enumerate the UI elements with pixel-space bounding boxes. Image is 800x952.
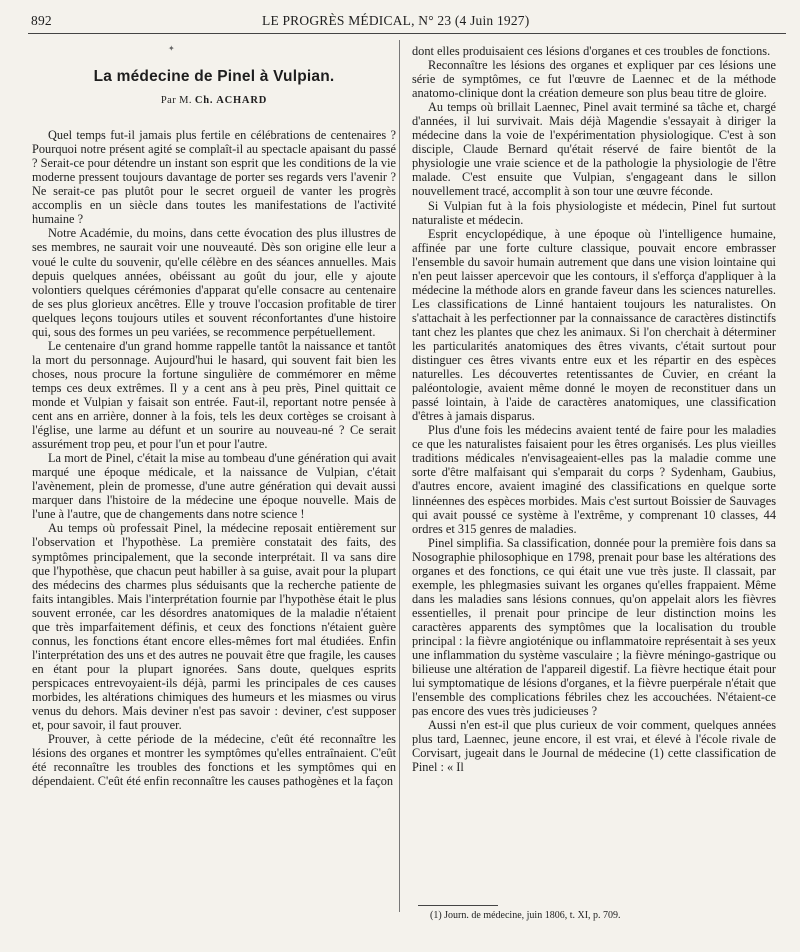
- article-title: La médecine de Pinel à Vulpian.: [93, 68, 335, 85]
- paragraph: Au temps où brillait Laennec, Pinel avait terminé sa tâche et, chargé d'années, il lui survivait. Mais déjà Magendie s'essayait à diriger la médecine dans la voie de l'expérimentation physiologique. C'est à son disciple, Claude Bernard qu'était réservé de faire bientôt de la physiologie une vraie science et de la pathologie la physiologie de l'être malade. C'est ensuite que Vulpian, s'engageant dans le sillon nouvellement tracé, accomplit à son tour une œuvre féconde.: [412, 100, 776, 199]
- paragraph: Prouver, à cette période de la médecine, c'eût été reconnaître les lésions des organes et montrer les symptômes qu'elles entraînaient. C'eût été reconnaître les troubles des fonctions et les symptômes qui en dépendaient. C'eût été enfin reconnaître les causes pathogènes et la façon: [32, 732, 396, 789]
- footnote: (1) Journ. de médecine, juin 1806, t. XI, p. 709.: [430, 910, 621, 921]
- paragraph: Reconnaître les lésions des organes et expliquer par ces lésions une série de symptômes, ce fut l'œuvre de Laennec et de la méthode anatomo-clinique dont la création demeure son plus beau titre de gloire.: [412, 58, 776, 101]
- right-column: [412, 44, 776, 774]
- running-header: [0, 13, 800, 31]
- paragraph: Plus d'une fois les médecins avaient tenté de faire pour les maladies ce que les naturalistes faisaient pour les êtres organisés. Les plus vieilles traditions médicales n'envisageaient-elles pas la maladie comme une sorte d'être malfaisant qui s'emparait du corps ? Sydenham, Gaubius, d'autres encore, avaient imaginé des classifications en quelque sorte linnéennes des espèces morbides. Mais c'est surtout Boissier de Sauvages qui avait poussé ce système à l'extrême, y comprenant 10 classes, 44 ordres et 315 genres de maladies.: [412, 423, 776, 536]
- column-divider: [399, 40, 400, 912]
- page-number: 892: [31, 13, 52, 28]
- header-rule: [28, 33, 786, 34]
- paragraph: Esprit encyclopédique, à une époque où l'intelligence humaine, affinée par une forte culture classique, pouvait encore embrasser l'ensemble du savoir humain autrement que dans une vision lointaine qui n'en peut laisser apercevoir que les contours, il s'efforça d'appliquer à la médecine la méthode alors en grande faveur dans les sciences naturelles. Les classifications de Linné hantaient toujours les naturalistes. On s'attachait à les perfectionner par la connaissance de caractères distinctifs tant chez les plantes que chez les animaux. Si l'on cherchait à déterminer les particularités anatomiques des êtres vivants, c'était surtout pour distinguer ces êtres vivants entre eux et les répartir en des espèces naturelles. Les découvertes retentissantes de Cuvier, en créant la paléontologie, avaient même donné le moyen de reconstituer dans un passé lointain, à l'aide de caractères anatomiques, une classification d'êtres à jamais disparus.: [412, 226, 776, 424]
- byline-prefix: Par M.: [160, 95, 192, 107]
- author-name: Ch. ACHARD: [194, 95, 268, 107]
- paragraph: Notre Académie, du moins, dans cette évocation des plus illustres de ses membres, ne saurait voir une nouveauté. Dès son origine elle leur a voué le culte du souvenir, qu'elle célèbre en des séances annuelles. Mais depuis quelques années, obéissant au goût du jour, elle y ajoute volontiers quelques cérémonies d'apparat qu'elle consacre au centenaire de ses plus glorieux ancêtres. Elle y trouve l'occasion profitable de tirer quelques leçons toujours utiles et souvent réconfortantes d'une histoire qui, sous des formes un peu variées, se recommence perpétuellement.: [32, 226, 396, 339]
- article-byline: [32, 94, 396, 108]
- paragraph: Le centenaire d'un grand homme rappelle tantôt la naissance et tantôt la mort du personnage. Aujourd'hui le hasard, qui souvent fait bien les choses, nous procure la fortune singulière de commémorer en même temps ces deux extrêmes. Il y a cent ans à peu près, Pinel quittait ce monde et Vulpian y faisait son entrée. Faut-il, reportant notre pensée à cent ans en arrière, donner à la fois, tels les deux cortèges se croisant à l'église, une larme au défunt et un sourire au nouveau-né ? Ce serait assurément trop peu, et pour l'un et pour l'autre.: [32, 338, 396, 452]
- paragraph: Si Vulpian fut à la fois physiologiste et médecin, Pinel fut surtout naturaliste et médecin.: [412, 198, 776, 227]
- paragraph: dont elles produisaient ces lésions d'organes et ces troubles de fonctions.: [412, 44, 771, 58]
- paragraph: Pinel simplifia. Sa classification, donnée pour la première fois dans sa Nosographie philosophique en 1798, prenait pour base les altérations des organes et des fonctions, ce qui était une vue très juste. Il classait, par exemple, les phlegmasies suivant les organes qu'elles frappaient. Même dans les maladies sans lésions connues, qu'on appelait alors les fièvres essentielles, il prenait pour principe de leur distinction moins les caractères apparents des symptômes que la localisation du trouble principal : la fièvre angioténique ou inflammatoire représentait à ses yeux une inflammation du système vasculaire ; la fièvre méningo-gastrique ou bilieuse une altération de l'appareil digestif. La fièvre hectique était pour lui symptomatique de lésions d'organes, et la fièvre puerpérale n'était que l'ensemble des complications fébriles chez les accouchées. N'étaient-ce pas encore des vues très judicieuses ?: [412, 535, 777, 719]
- left-column: [32, 56, 396, 788]
- paragraph: La mort de Pinel, c'était la mise au tombeau d'une génération qui avait marqué une époque médicale, et la naissance de Vulpian, c'était l'avènement, plein de promesse, d'une autre génération qui devait aussi marquer dans l'histoire de la médecine une époque nouvelle. Mais de l'une à l'autre, que de changements dans notre science !: [32, 451, 396, 522]
- journal-title: LE PROGRÈS MÉDICAL, N° 23 (4 Juin 1927): [262, 13, 530, 28]
- paragraph: Aussi n'en est-il que plus curieux de voir comment, quelques années plus tard, Laennec, jeune encore, il est vrai, et élevé à l'école rivale de Corvisart, jugeait dans le Journal de médecine (1) cette classification de Pinel : « Il: [412, 718, 776, 775]
- footnote-rule: [418, 905, 498, 906]
- paragraph: Au temps où professait Pinel, la médecine reposait entièrement sur l'observation et l'hypothèse. La première constatait des faits, des symptômes principalement, que la seconde interprétait. Il va sans dire que l'hypothèse, que chacun peut habiller à sa guise, avait pour la plupart des médecins des charmes plus séduisants que la recherche patiente de faits intangibles. Mais l'interprétation fournie par l'hypothèse était le plus souvent erronée, car les désordres anatomiques de la maladie n'étaient que très imparfaitement définis, et ceux des fonctions n'étaient guère connus, les fonctions étant encore elles-mêmes fort mal étudiées. Enfin l'interprétation des uns et des autres ne pouvait être que fragile, les causes en étant pour la plupart ignorées. Sans doute, quelques esprits perspicaces entrevoyaient-ils déjà, parmi les principales de ces causes morbides, les altérations chimiques des humeurs et les miasmes ou virus venus du dehors. Mais deviner n'est pas savoir : deviner, c'est supposer et, pour savoir, il faut prouver.: [32, 521, 396, 733]
- asterisk-mark: ✦: [168, 44, 175, 53]
- paragraph: Quel temps fut-il jamais plus fertile en célébrations de centenaires ? Pourquoi notre présent agité se complaît-il au spectacle apaisant du passé ? Serait-ce pour détendre un instant son esprit que les conditions de la vie moderne pressent toujours davantage de porter ses regards vers l'avenir ? Ne serait-ce pas plutôt pour le secret orgueil de vanter les progrès accomplis en un siècle dans toutes les manifestations de l'activité humaine ?: [32, 128, 396, 227]
